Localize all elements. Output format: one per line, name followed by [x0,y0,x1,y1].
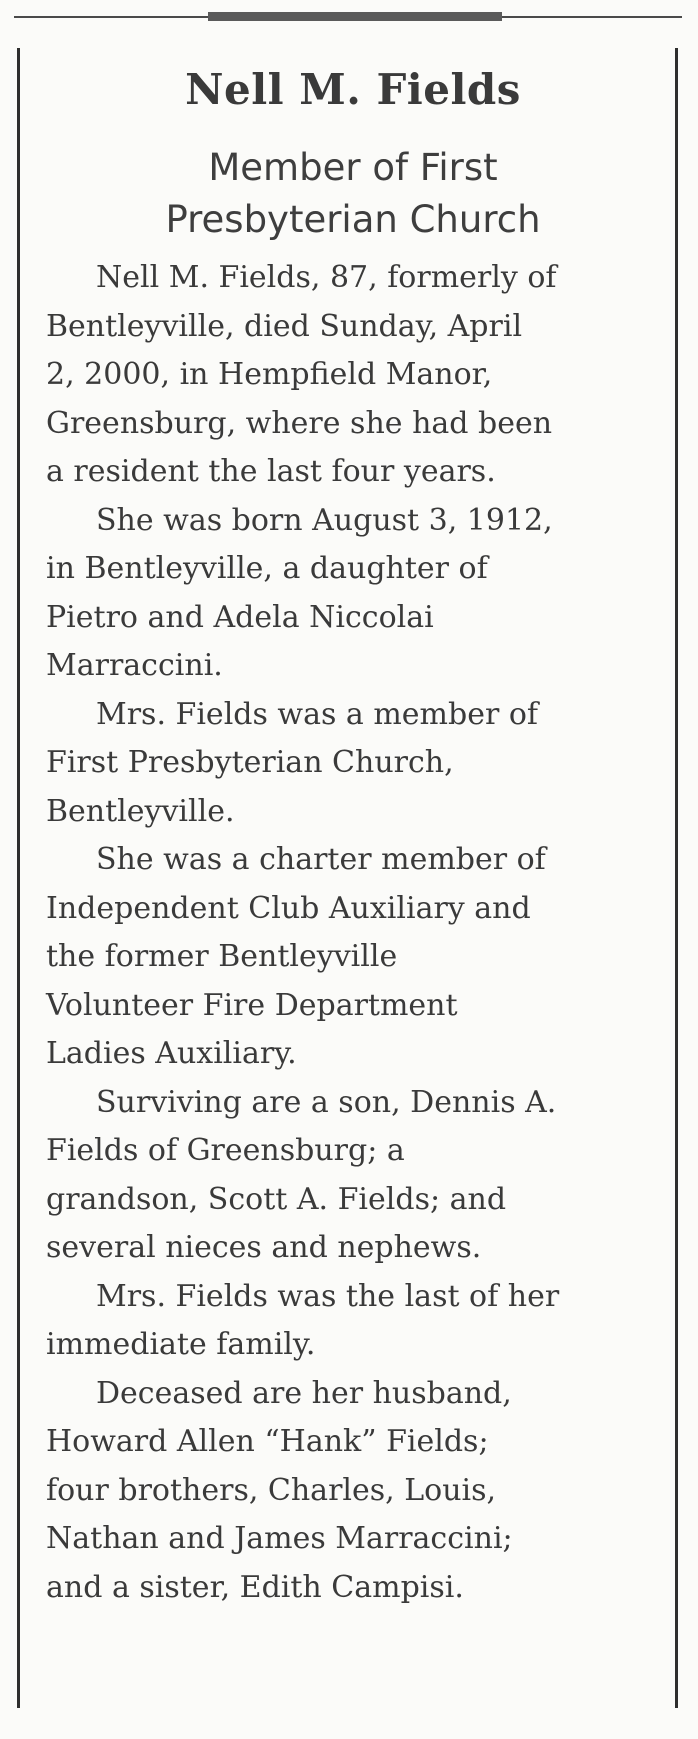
body-line: a resident the last four years. [46,454,496,489]
body-line: She was born August 3, 1912, [96,502,553,538]
paragraph-survivors [46,1079,670,1273]
body-line: Bentleyville. [46,793,235,829]
body-line: Deceased are her husband, [96,1375,512,1411]
paragraph-death-notice [46,254,670,497]
body-line: First Presbyterian Church, [46,745,454,780]
subhead-line: Member of First [208,146,498,189]
body-line: Howard Allen “Hank” Fields; [46,1424,489,1459]
obituary-body [46,254,670,1612]
left-column-border [17,48,20,1708]
body-line: Volunteer Fire Department [46,987,458,1023]
body-line: grandson, Scott A. Fields; and [46,1181,507,1217]
obituary-column [46,52,670,1612]
paragraph-church [46,691,670,837]
body-line: Pietro and Adela Niccolai [46,599,434,635]
subhead-line: Presbyterian Church [165,198,541,241]
obituary-subhead [36,142,670,246]
paragraph-last-of-family [46,1273,670,1370]
body-line: Greensburg, where she had been [46,405,553,441]
body-line: Independent Club Auxiliary and [46,890,531,926]
top-rule-bar [208,12,502,21]
body-line: 2, 2000, in Hempfield Manor, [46,357,493,392]
body-line: Mrs. Fields was the last of her [96,1278,560,1314]
paragraph-birth [46,497,670,691]
paragraph-memberships [46,836,670,1079]
body-line: and a sister, Edith Campisi. [46,1569,464,1605]
body-line: in Bentleyville, a daughter of [46,551,488,586]
body-line: Nell M. Fields, 87, formerly of [96,260,557,295]
body-line: the former Bentleyville [46,939,398,974]
body-line: Nathan and James Marraccini; [46,1521,513,1556]
paragraph-deceased [46,1370,670,1613]
body-line: several nieces and nephews. [46,1230,482,1265]
body-line: She was a charter member of [96,842,546,877]
body-line: four brothers, Charles, Louis, [46,1472,497,1508]
body-line: Bentleyville, died Sunday, April [46,308,523,344]
body-line: Fields of Greensburg; a [46,1133,405,1168]
body-line: Ladies Auxiliary. [46,1036,297,1071]
obituary-headline: Nell M. Fields [185,65,521,114]
body-line: Surviving are a son, Dennis A. [96,1084,557,1120]
body-line: Marraccini. [46,648,223,683]
body-line: immediate family. [46,1327,316,1362]
body-line: Mrs. Fields was a member of [96,696,538,732]
right-column-border [675,48,678,1708]
